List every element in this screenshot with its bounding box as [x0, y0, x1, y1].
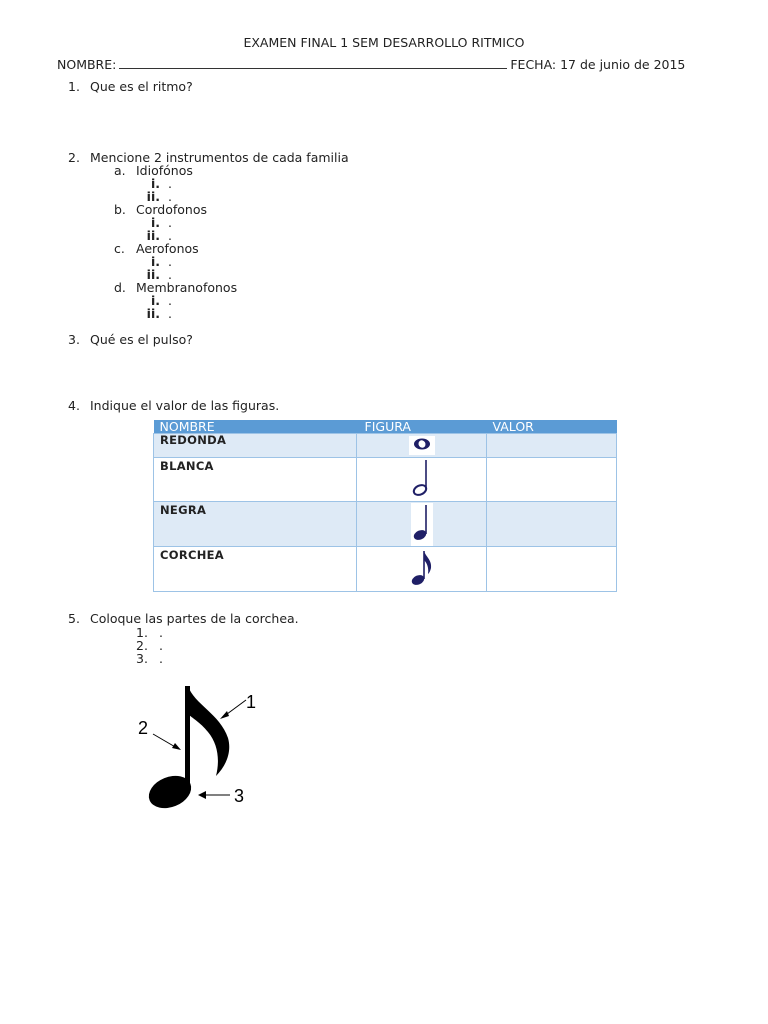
eighth-note-parts-diagram	[130, 680, 280, 820]
label-arrow-3	[198, 791, 230, 799]
question-text: Coloque las partes de la corchea.	[90, 611, 299, 626]
question-number: 2.	[68, 150, 80, 165]
list-item: i. .	[150, 176, 172, 191]
value-cell[interactable]	[487, 547, 617, 592]
family-letter: b.	[114, 202, 126, 217]
label-arrow-1	[220, 700, 246, 719]
diagram-label-3: 3	[234, 786, 245, 806]
date-label: FECHA: 17 de junio de 2015	[510, 57, 686, 72]
family-name: Aerofonos	[136, 241, 199, 256]
table-row	[154, 434, 617, 458]
name-label: NOMBRE:	[57, 57, 117, 72]
column-header: NOMBRE	[154, 420, 357, 434]
question-number: 3.	[68, 332, 80, 347]
question-number: 4.	[68, 398, 80, 413]
question-1	[68, 79, 193, 94]
question-text: Que es el ritmo?	[90, 79, 193, 94]
list-item: ii. .	[146, 267, 172, 282]
figure-cell	[357, 434, 487, 458]
list-item: ii. .	[146, 189, 172, 204]
table-header-row	[154, 420, 617, 434]
whole-note-icon	[409, 436, 435, 455]
name-date-line	[57, 57, 712, 72]
note-name-cell: REDONDA	[154, 434, 357, 458]
list-item: 3. .	[136, 651, 163, 666]
family-letter: a.	[114, 163, 126, 178]
family-name: Cordofonos	[136, 202, 208, 217]
value-cell[interactable]	[487, 458, 617, 502]
family-name: Idiofónos	[136, 163, 193, 178]
family-letter: c.	[114, 241, 125, 256]
value-cell[interactable]	[487, 434, 617, 458]
figure-cell	[357, 547, 487, 592]
column-header: VALOR	[487, 420, 617, 434]
note-name-cell: CORCHEA	[154, 547, 357, 592]
half-note-icon	[411, 458, 433, 501]
question-3	[68, 332, 193, 347]
note-name-cell: NEGRA	[154, 502, 357, 547]
label-arrow-2	[153, 734, 181, 750]
family-d	[114, 280, 237, 295]
name-blank-line[interactable]	[119, 58, 507, 69]
list-item: i. .	[150, 254, 172, 269]
list-item: 1. .	[136, 625, 163, 640]
question-text: Mencione 2 instrumentos de cada familia	[90, 150, 349, 165]
question-text: Indique el valor de las figuras.	[90, 398, 280, 413]
diagram-label-1: 1	[246, 692, 257, 712]
table-row	[154, 502, 617, 547]
figure-cell	[357, 502, 487, 547]
question-text: Qué es el pulso?	[90, 332, 193, 347]
list-item: i. .	[150, 293, 172, 308]
value-cell[interactable]	[487, 502, 617, 547]
note-name-cell: BLANCA	[154, 458, 357, 502]
list-item: i. .	[150, 215, 172, 230]
column-header: FIGURA	[357, 420, 487, 434]
question-5	[68, 611, 299, 626]
family-letter: d.	[114, 280, 126, 295]
diagram-label-2: 2	[138, 718, 149, 738]
list-item: ii. .	[146, 228, 172, 243]
figures-table	[153, 420, 617, 592]
table-row	[154, 547, 617, 592]
question-number: 5.	[68, 611, 80, 626]
figure-cell	[357, 458, 487, 502]
list-item: ii. .	[146, 306, 172, 321]
eighth-note-icon	[409, 548, 435, 591]
list-item: 2. .	[136, 638, 163, 653]
question-number: 1.	[68, 79, 80, 94]
family-name: Membranofonos	[136, 280, 238, 295]
question-2	[68, 150, 349, 165]
question-4	[68, 398, 279, 413]
exam-title: EXAMEN FINAL 1 SEM DESARROLLO RITMICO	[243, 35, 525, 50]
quarter-note-icon	[411, 503, 433, 546]
table-row	[154, 458, 617, 502]
